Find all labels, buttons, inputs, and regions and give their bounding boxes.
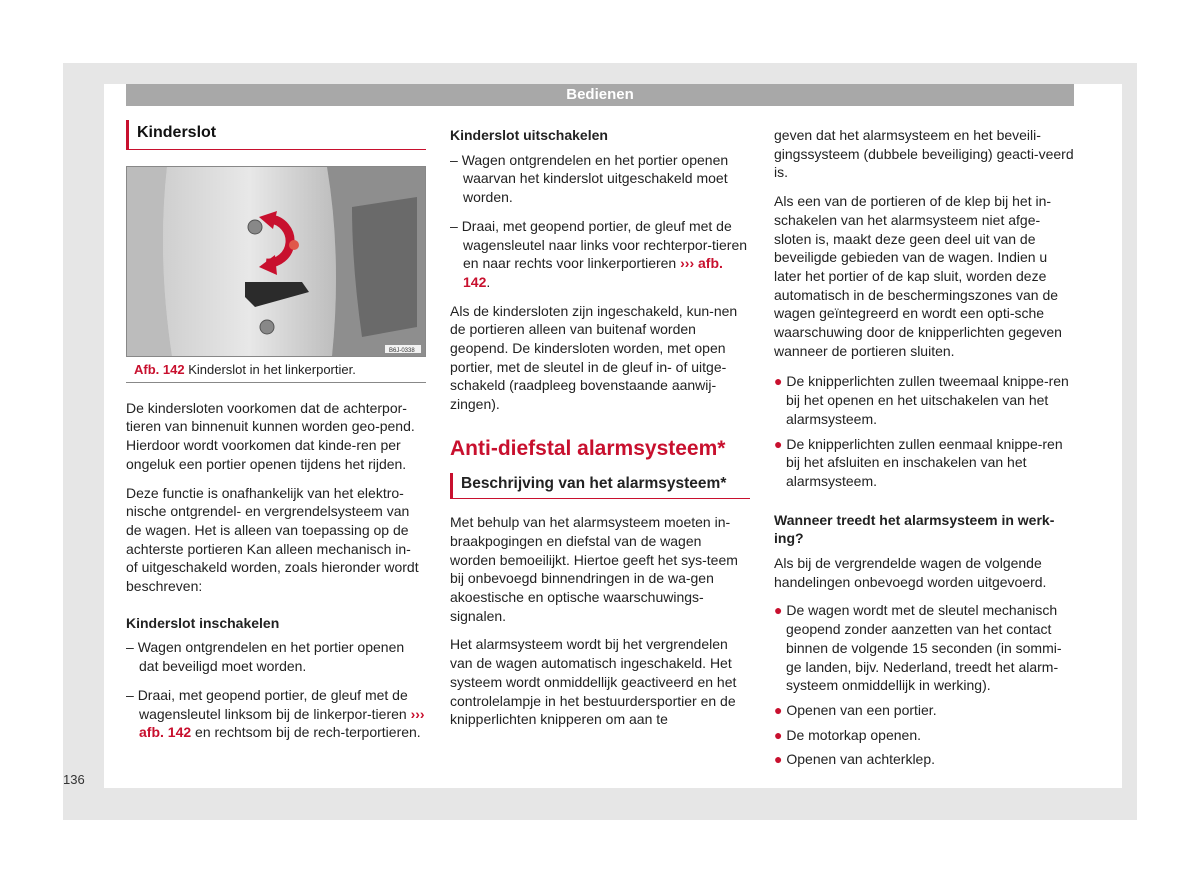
subheading-kinderslot-inschakelen: Kinderslot inschakelen [126,614,280,631]
paragraph: De kindersloten voorkomen dat de achterpor-tieren van binnenuit kunnen worden geo-pend. Hierdoor wordt voorkomen dat kinde-ren per ongeluk een portier openen tijdens het rijden. [126,399,415,472]
chapter-header: Bedienen [126,84,1074,106]
bullet-text: Openen van een portier. [786,701,937,718]
paragraph: geven dat het alarmsysteem en het beveili-gingssysteem (dubbele beveiliging) geacti-veerd is. [774,127,1074,181]
list-item: – Wagen ontgrendelen en het portier openen dat beveiligd moet worden. [126,639,405,675]
bullet-dot-icon: ● [774,435,783,452]
subheading-kinderslot-uitschakelen: Kinderslot uitschakelen [450,127,608,143]
bullet-dot-icon: ● [774,751,783,768]
paragraph: Met behulp van het alarmsysteem moeten in-braakpogingen en diefstal van de wagen worden bemoeilijkt. Hiertoe geeft het sys-teem bij onbevoegd binnendringen in de wa-gen akoestische en optische waarschuwings-signalen. [450,514,738,624]
bullet-item [774,726,1074,745]
bullet-dot-icon: ● [774,602,783,619]
bullet-dot-icon: ● [774,701,783,718]
bullet-dot-icon: ● [774,373,783,390]
list-item-text: Draai, met geopend portier, de gleuf met de wagensleutel linksom bij de linkerpor-tieren [137,686,408,722]
figure-caption [126,358,426,383]
bullet-text: Openen van achterklep. [786,751,936,768]
door-lock-drawing [127,167,425,356]
paragraph: Als bij de vergrendelde wagen de volgende handelingen onbevoegd worden uitgevoerd. [774,555,1047,590]
column-2 [450,126,750,739]
subheading-alarm-when: Wanneer treedt het alarmsysteem in werk-ing? [774,511,1055,547]
bullet-text: De motorkap openen. [786,726,921,743]
bullet-item [774,601,1074,695]
paragraph: Als een van de portieren of de klep bij het in-schakelen van het alarmsysteem niet afge-sloten is, maakt deze geen deel uit van de beveiligde gebieden van de wagen. Indien u later het portier of de kap sluit, worden deze automatisch in de beschermingszones van de wagen geïntegreerd en wordt een opti-sche waarschuwing door de knipperlichten gegeven wanneer de portieren sluiten. [774,193,1062,359]
bullet-item [774,701,1074,720]
section-title-alarm: Anti-diefstal alarmsysteem* [450,436,726,460]
list-item: – Draai, met geopend portier, de gleuf met de wagensleutel naar links voor rechterpor-tieren en naar rechts voor linkerportieren ››› afb. 142. [450,217,748,290]
subsection-heading-alarm-description: Beschrijving van het alarmsysteem* [450,473,750,500]
figure-code: B6J-0338 [389,347,415,354]
paragraph: Deze functie is onafhankelijk van het elektro-nische ontgrendel- en vergrendelsysteem van de wagen. Het is alleen van toepassing op de achterste portieren Kan alleen mechanisch in- of uitgeschakeld worden, zoals hieronder wordt beschreven: [126,484,419,595]
page-number: 136 [63,772,85,787]
bullet-item [774,372,1074,428]
list-item-text: Draai, met geopend portier, de gleuf met de wagensleutel naar links voor rechterpor-tieren en naar rechts voor linkerportieren [461,217,748,272]
figure-reference-link[interactable]: ››› afb. 142 [139,705,425,741]
figure-142 [126,166,426,356]
figure-label: Afb. 142 [134,361,185,377]
bullet-text: De wagen wordt met de sleutel mechanisch geopend zonder aanzetten van het contact binnen de volgende 15 seconden (in sommi-ge landen, bijv. Nederland, treedt het alarm-systeem onmiddellijk in werking). [786,602,1062,694]
figure-reference-link[interactable]: ››› afb. 142 [463,255,723,290]
bullet-text: De knipperlichten zullen tweemaal knippe-ren bij het openen en het uitschakelen van het alarmsysteem. [786,373,1069,427]
section-heading-kinderslot: Kinderslot [126,120,426,150]
bullet-item [774,750,1074,769]
list-item-text: Wagen ontgrendelen en het portier openen waarvan het kinderslot uitgeschakeld moet worden. [461,151,729,206]
list-item-text: Wagen ontgrendelen en het portier openen dat beveiligd moet worden. [137,639,405,675]
figure-caption-text: Kinderslot in het linkerportier. [188,361,356,377]
list-item-text: . [486,273,491,290]
child-lock-illustration [126,166,426,357]
bullet-item [774,435,1074,491]
paragraph: Het alarmsysteem wordt bij het vergrendelen van de wagen automatisch ingeschakeld. Het systeem wordt onmiddellijk geactiveerd en het controlelampje in het bestuurdersportier en de knipperlichten knipperen om aan te [450,636,737,728]
bullet-text: De knipperlichten zullen eenmaal knippe-ren bij het afsluiten en inschakelen van het alarmsysteem. [786,435,1063,489]
list-item-text: en rechtsom bij de rech-terportieren. [195,724,421,741]
column-1 [126,120,426,752]
list-item: – Wagen ontgrendelen en het portier openen waarvan het kinderslot uitgeschakeld moet worden. [450,151,729,206]
column-3 [774,126,1074,775]
bullet-dot-icon: ● [774,726,783,743]
paragraph: Als de kindersloten zijn ingeschakeld, kun-nen de portieren alleen van buitenaf worden geopend. De kindersloten worden, met open portier, met de sleutel in de gleuf in- of uitge-schakeld (raadpleeg bovenstaande aanwij-zingen). [450,302,738,413]
list-item: – Draai, met geopend portier, de gleuf met de wagensleutel linksom bij de linkerpor-tieren ››› afb. 142 en rechtsom bij de rech-terportieren. [126,686,425,741]
